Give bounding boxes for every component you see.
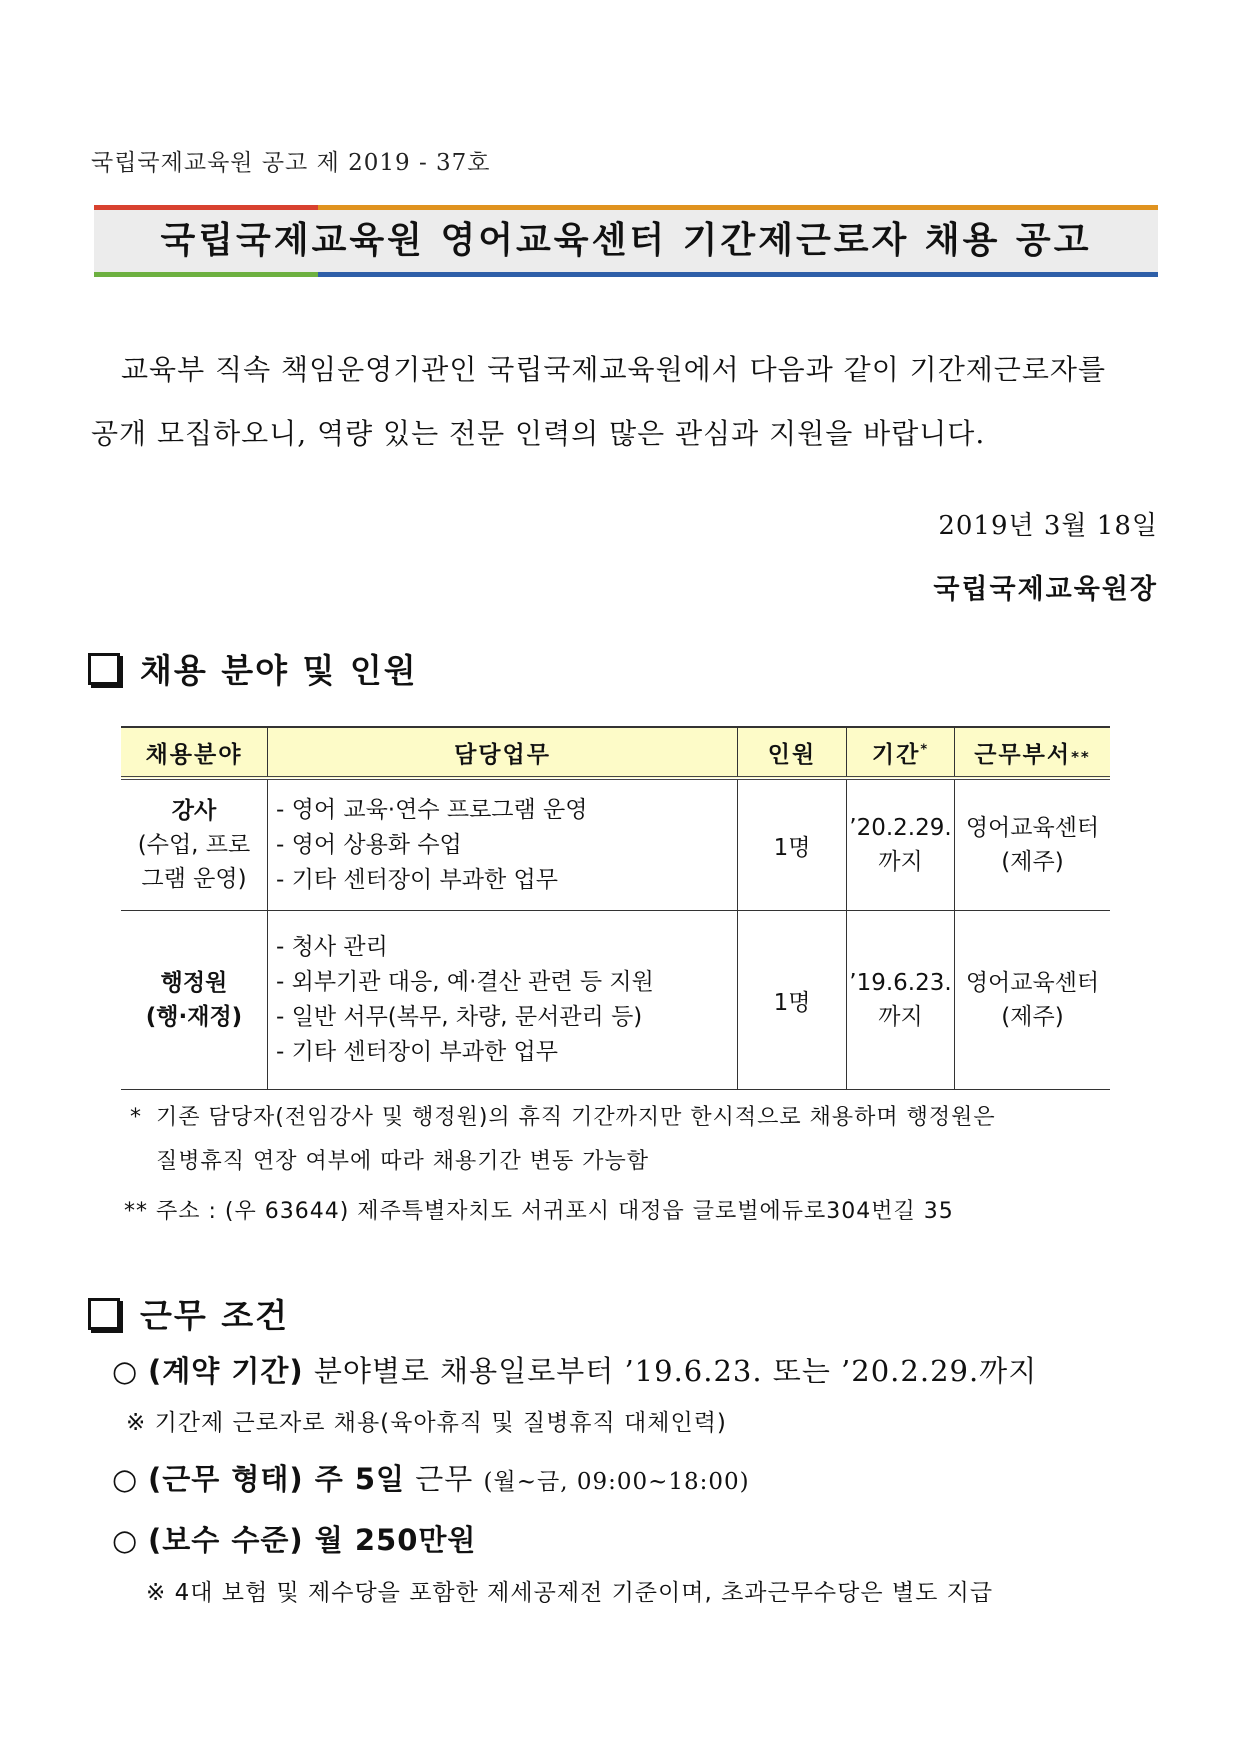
footnote-line-2: 질병휴직 연장 여부에 따라 채용기간 변동 가능함	[156, 1149, 650, 1174]
footnote-mark: *	[130, 1105, 142, 1130]
field-name: 강사	[171, 798, 217, 824]
dept-name: 영어교육센터	[965, 970, 1100, 996]
duty-item: - 영어 교육·연수 프로그램 운영	[276, 796, 588, 823]
checkbox-icon	[88, 1298, 120, 1330]
duty-item: - 청사 관리	[276, 934, 388, 960]
notice-number: 국립국제교육원 공고 제 2019 - 37호	[91, 150, 491, 176]
period-suffix: 까지	[878, 1004, 923, 1030]
duty-item: - 기타 센터장이 부과한 업무	[276, 1039, 558, 1065]
table-row	[121, 778, 1110, 911]
section-heading-recruitment	[88, 645, 418, 692]
cell-duty	[268, 778, 738, 911]
condition-text: 근무	[405, 1462, 484, 1496]
section-heading-conditions	[88, 1290, 289, 1337]
condition-hours: (월~금, 09:00~18:00)	[483, 1469, 750, 1495]
header-period-label: 기간	[871, 741, 921, 768]
intro-line-2: 공개 모집하오니, 역량 있는 전문 인력의 많은 관심과 지원을 바랍니다.	[91, 417, 986, 450]
header-period-mark: *	[920, 741, 930, 757]
section-heading-text: 근무 조건	[140, 1296, 290, 1335]
condition-label: (보수 수준) 월 250만원	[148, 1523, 477, 1557]
cell-field	[121, 911, 268, 1090]
condition-contract-period	[112, 1349, 1037, 1390]
footnote-period	[130, 1096, 1160, 1184]
intro-line-1: 교육부 직속 책임운영기관인 국립국제교육원에서 다음과 같이 기간제근로자를	[121, 353, 1106, 386]
duty-item: - 기타 센터장이 부과한 업무	[276, 866, 558, 893]
condition-note-salary: ※ 4대 보험 및 제수당을 포함한 제세공제전 기준이며, 초과근무수당은 별도 지급	[146, 1580, 994, 1606]
field-sub: 그램 운영)	[141, 866, 247, 892]
field-sub: (수업, 프로	[137, 832, 251, 858]
header-field: 채용분야	[121, 727, 268, 778]
circle-bullet-icon: ○	[112, 1523, 139, 1557]
header-duty: 담당업무	[268, 727, 738, 778]
cell-period	[847, 778, 955, 911]
duty-item: - 일반 서무(복무, 차량, 문서관리 등)	[276, 1004, 643, 1030]
cell-dept	[955, 778, 1111, 911]
cell-dept	[955, 911, 1111, 1090]
footnote-address: ** 주소 : (우 63644) 제주특별자치도 서귀포시 대정읍 글로벌에듀로304번길 35	[124, 1199, 954, 1224]
title-stripe-green	[94, 272, 318, 277]
circle-bullet-icon: ○	[112, 1354, 139, 1388]
cell-count: 1명	[738, 911, 847, 1090]
issuer-name: 국립국제교육원장	[933, 574, 1158, 605]
announcement-date: 2019년 3월 18일	[938, 511, 1158, 541]
condition-work-type	[112, 1457, 750, 1498]
checkbox-icon	[88, 653, 120, 685]
header-count: 인원	[738, 727, 847, 778]
duty-item: - 외부기관 대응, 예·결산 관련 등 지원	[276, 969, 654, 995]
page-title: 국립국제교육원 영어교육센터 기간제근로자 채용 공고	[160, 220, 1092, 261]
table-header-row	[121, 727, 1110, 778]
title-stripe-blue	[318, 272, 1158, 277]
period-suffix: 까지	[878, 849, 923, 875]
condition-label: (계약 기간)	[148, 1354, 304, 1388]
section-heading-text: 채용 분야 및 인원	[140, 651, 418, 690]
condition-salary	[112, 1518, 476, 1559]
header-dept	[955, 727, 1111, 778]
circle-bullet-icon: ○	[112, 1462, 139, 1496]
field-sub: (행·재정)	[145, 1004, 243, 1030]
period-date: ’20.2.29.	[849, 815, 952, 841]
cell-period	[847, 911, 955, 1090]
dept-name: 영어교육센터	[965, 815, 1100, 841]
footnote-line-1: 기존 담당자(전임강사 및 행정원)의 휴직 기간까지만 한시적으로 채용하며 행정원은	[156, 1105, 996, 1130]
header-dept-label: 근무부서	[974, 741, 1072, 768]
cell-field	[121, 778, 268, 911]
intro-paragraph	[91, 338, 1161, 466]
recruitment-table	[121, 726, 1110, 1090]
header-dept-mark: **	[1071, 747, 1091, 766]
dept-location: (제주)	[1001, 849, 1064, 875]
duty-item: - 영어 상용화 수업	[276, 831, 462, 858]
dept-location: (제주)	[1001, 1004, 1064, 1030]
cell-duty	[268, 911, 738, 1090]
table-row	[121, 911, 1110, 1090]
field-name: 행정원	[160, 970, 228, 996]
period-date: ’19.6.23.	[849, 970, 952, 996]
cell-count: 1명	[738, 778, 847, 911]
condition-note-contract: ※ 기간제 근로자로 채용(육아휴직 및 질병휴직 대체인력)	[126, 1410, 727, 1436]
condition-text: 분야별로 채용일로부터 ’19.6.23. 또는 ’20.2.29.까지	[303, 1354, 1038, 1388]
header-period	[847, 727, 955, 778]
condition-label: (근무 형태) 주 5일	[148, 1462, 406, 1496]
